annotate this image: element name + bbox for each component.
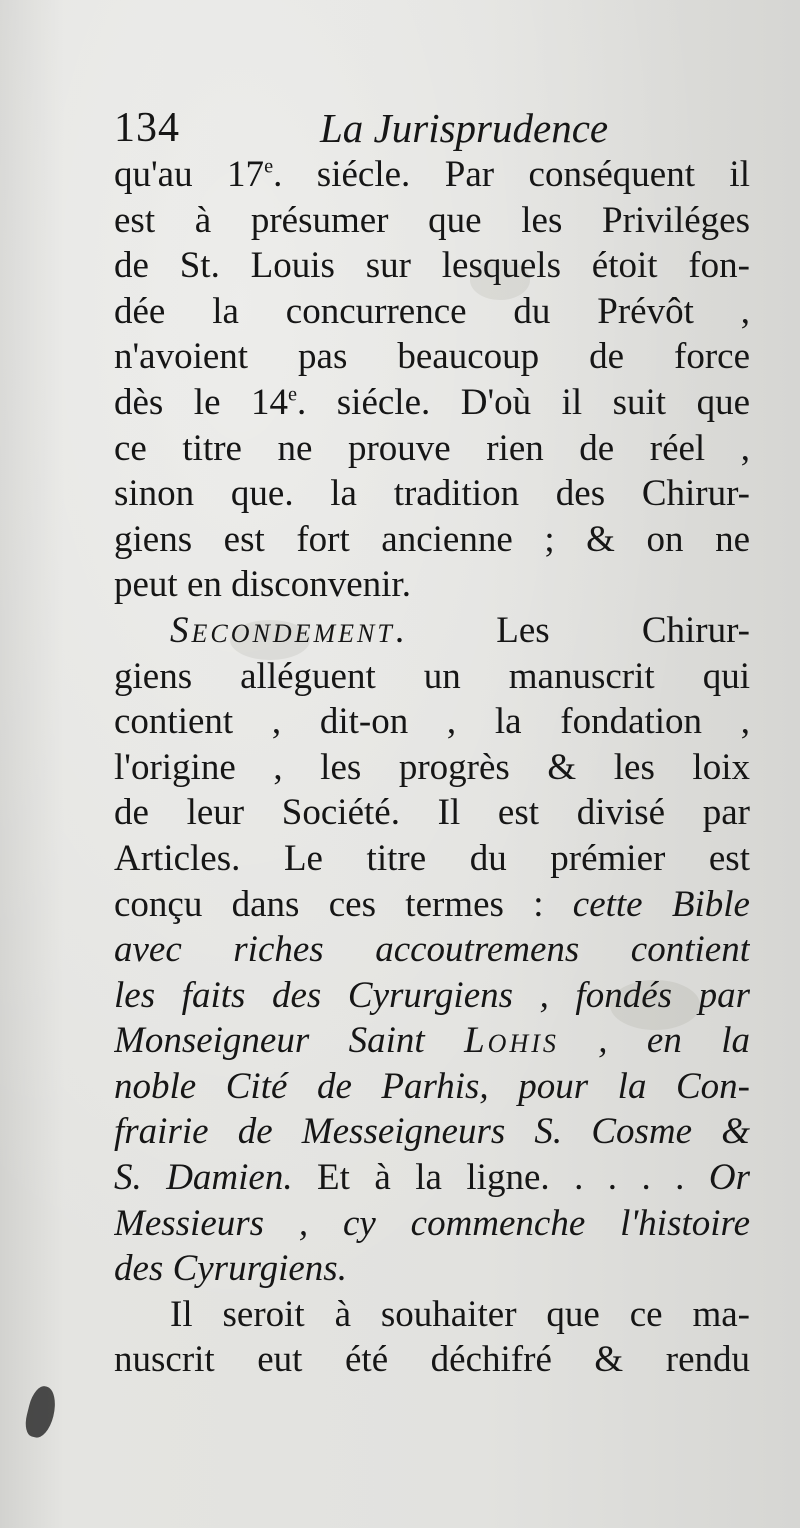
text-line: de leur Société. Il est divisé par [114,792,750,834]
quoted-line: Messieurs , cy commenche l'histoire [114,1202,750,1244]
quoted-line: les faits des Cyrurgiens , fondés par [114,974,750,1016]
text-line: dès le 14e. siécle. D'où il suit que [114,381,750,423]
quoted-line: frairie de Messeigneurs S. Cosme & [114,1111,750,1153]
text-line: giens alléguent un manuscrit qui [114,655,750,697]
text-line: giens est fort ancienne ; & on ne [114,518,750,560]
page-number: 134 [114,105,180,151]
text-line: de St. Louis sur lesquels étoit fon- [114,245,750,287]
name-small-caps: Lohis [464,1020,559,1062]
ink-blot [22,1384,60,1441]
text-line: qu'au 17e. siécle. Par conséquent il [114,154,750,195]
text-line: n'avoient pas beaucoup de force [114,336,750,378]
text-line: dée la concurrence du Prévôt , [114,290,750,332]
quoted-line: avec riches accoutremens contient [114,929,750,971]
text-line: ce titre ne prouve rien de réel , [114,427,750,469]
text-line: peut en disconvenir. [114,564,411,606]
running-title: La Jurisprudence [320,105,609,151]
body-text [114,152,750,1383]
text-line: conçu dans ces termes : cette Bible [114,883,750,925]
text-line: Il seroit à souhaiter que ce ma- [170,1293,750,1335]
text-line: Secondement. Les Chirur- [170,609,750,651]
text-line: est à présumer que les Priviléges [114,199,750,241]
text-line: S. Damien. Et à la ligne. . . . . Or [114,1157,750,1199]
page-header [114,100,634,156]
text-line: contient , dit-on , la fondation , [114,701,750,743]
text-line: Articles. Le titre du prémier est [114,837,750,879]
quoted-line: noble Cité de Parhis, pour la Con- [114,1065,750,1107]
quoted-line: Monseigneur Saint Lohis , en la [114,1020,750,1062]
text-line: nuscrit eut été déchifré & rendu [114,1339,750,1381]
text-line: sinon que. la tradition des Chirur- [114,473,750,515]
text-line: l'origine , les progrès & les loix [114,746,750,788]
quoted-line: des Cyrurgiens. [114,1248,347,1290]
section-keyword: Secondement [170,609,395,651]
